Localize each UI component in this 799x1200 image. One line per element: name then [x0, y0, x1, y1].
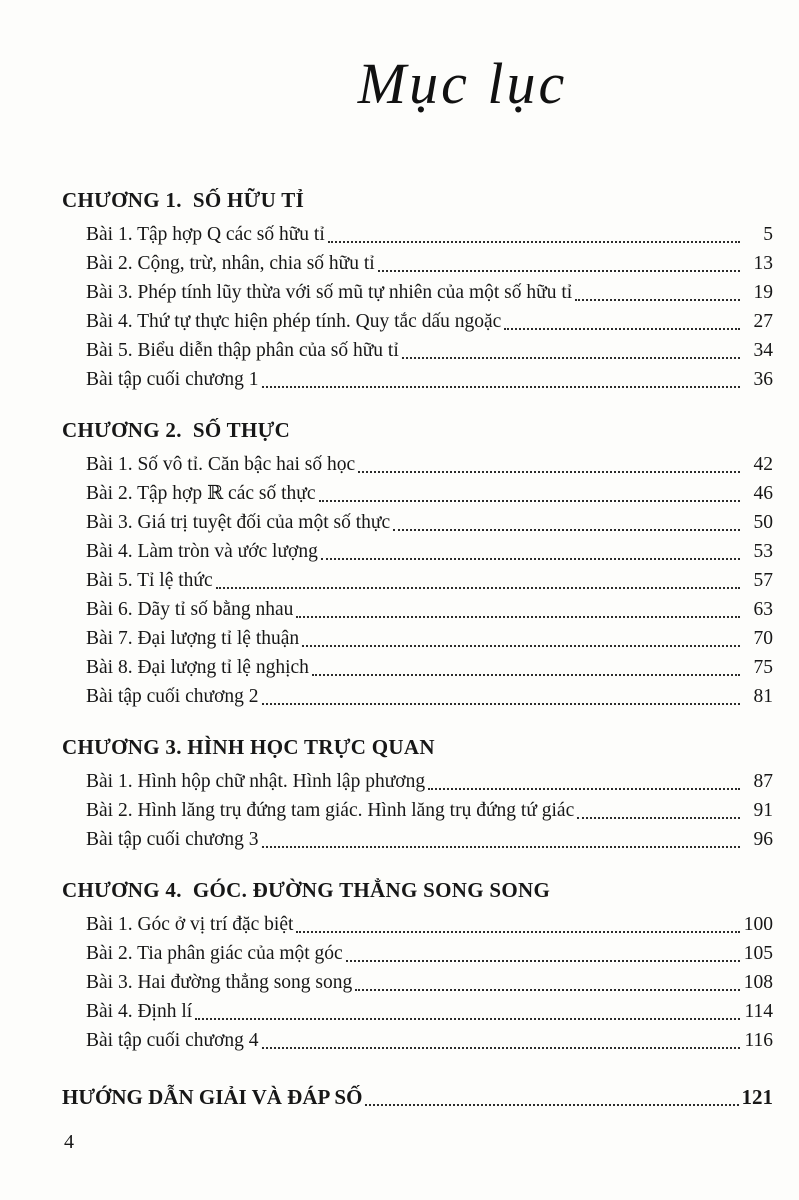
- dot-leader: [575, 299, 740, 301]
- dot-leader: [262, 1047, 740, 1049]
- chapter-entries: [62, 449, 773, 710]
- entry-page: 46: [753, 483, 773, 504]
- dot-leader: [216, 587, 740, 589]
- toc-entry: [62, 1025, 773, 1054]
- entry-page: 100: [743, 914, 773, 935]
- toc-entry: [62, 449, 773, 478]
- dot-leader: [319, 500, 740, 502]
- dot-leader: [302, 645, 740, 647]
- entry-label: Bài 4. Làm tròn và ước lượng: [86, 541, 318, 562]
- chapter-heading: CHƯƠNG 1. SỐ HỮU TỈ: [62, 188, 305, 212]
- toc-entry: [62, 219, 773, 248]
- toc-chapter: [62, 184, 773, 393]
- entry-label: Bài 1. Tập hợp Q các số hữu tỉ: [86, 224, 325, 245]
- entry-page: 96: [753, 829, 773, 850]
- dot-leader: [296, 931, 740, 933]
- entry-label: Bài 2. Tia phân giác của một góc: [86, 943, 343, 964]
- entry-label: Bài 1. Hình hộp chữ nhật. Hình lập phương: [86, 771, 426, 792]
- toc-chapter: [62, 414, 773, 710]
- toc-entry: [62, 967, 773, 996]
- toc-chapters: [62, 184, 773, 1054]
- dot-leader: [195, 1018, 740, 1020]
- entry-label: Bài tập cuối chương 2: [86, 686, 259, 707]
- toc-entry: [62, 248, 773, 277]
- entry-label: Bài 5. Biểu diễn thập phân của số hữu tỉ: [86, 340, 399, 361]
- toc-entry: [62, 507, 773, 536]
- entry-label: Bài tập cuối chương 3: [86, 829, 259, 850]
- toc-entry: [62, 277, 773, 306]
- entry-page: 75: [753, 657, 773, 678]
- chapter-entries: [62, 909, 773, 1054]
- entry-label: Bài 6. Dãy tỉ số bằng nhau: [86, 599, 294, 620]
- dot-leader: [328, 241, 740, 243]
- entry-page: 34: [753, 340, 773, 361]
- toc-entry: [62, 824, 773, 853]
- dot-leader: [358, 471, 740, 473]
- final-entry-page: 121: [741, 1085, 773, 1109]
- entry-page: 81: [753, 686, 773, 707]
- dot-leader: [378, 270, 740, 272]
- dot-leader: [262, 386, 740, 388]
- page-number: 4: [64, 1131, 74, 1153]
- chapter-entries: [62, 219, 773, 393]
- dot-leader: [262, 703, 740, 705]
- entry-page: 5: [763, 224, 773, 245]
- entry-page: 70: [753, 628, 773, 649]
- entry-label: Bài 8. Đại lượng tỉ lệ nghịch: [86, 657, 309, 678]
- entry-page: 105: [743, 943, 773, 964]
- entry-page: 108: [743, 972, 773, 993]
- toc-entry: [62, 938, 773, 967]
- entry-label: Bài 3. Phép tính lũy thừa với số mũ tự nhiên của một số hữu tỉ: [86, 282, 573, 303]
- dot-leader: [262, 846, 740, 848]
- dot-leader: [346, 960, 740, 962]
- entry-label: Bài 3. Giá trị tuyệt đối của một số thực: [86, 512, 391, 533]
- entry-page: 50: [753, 512, 773, 533]
- entry-page: 63: [753, 599, 773, 620]
- dot-leader: [321, 558, 740, 560]
- toc-entry: [62, 335, 773, 364]
- entry-page: 53: [753, 541, 773, 562]
- entry-label: Bài 7. Đại lượng tỉ lệ thuận: [86, 628, 300, 649]
- entry-label: Bài 3. Hai đường thẳng song song: [86, 972, 353, 993]
- toc-chapter: [62, 874, 773, 1054]
- final-entry-label: HƯỚNG DẪN GIẢI VÀ ĐÁP SỐ: [62, 1085, 363, 1109]
- dot-leader: [402, 357, 740, 359]
- entry-label: Bài 4. Thứ tự thực hiện phép tính. Quy tắc dấu ngoặc: [86, 311, 502, 332]
- entry-page: 116: [744, 1030, 773, 1051]
- dot-leader: [312, 674, 740, 676]
- dot-leader: [365, 1104, 738, 1106]
- dot-leader: [355, 989, 740, 991]
- entry-label: Bài tập cuối chương 1: [86, 369, 259, 390]
- page-title: Mục lục: [357, 51, 568, 116]
- entry-page: 57: [753, 570, 773, 591]
- entry-label: Bài 1. Góc ở vị trí đặc biệt: [86, 914, 294, 935]
- chapter-entries: [62, 766, 773, 853]
- dot-leader: [296, 616, 740, 618]
- toc-entry: [62, 681, 773, 710]
- entry-label: Bài 4. Định lí: [86, 1001, 193, 1022]
- toc-entry: [62, 565, 773, 594]
- dot-leader: [428, 788, 740, 790]
- toc-entry: [62, 364, 773, 393]
- chapter-heading: CHƯƠNG 3. HÌNH HỌC TRỰC QUAN: [62, 735, 435, 759]
- entry-label: Bài tập cuối chương 4: [86, 1030, 259, 1051]
- entry-page: 87: [753, 771, 773, 792]
- toc-entry: [62, 623, 773, 652]
- chapter-heading: CHƯƠNG 4. GÓC. ĐƯỜNG THẲNG SONG SONG: [62, 878, 551, 902]
- entry-label: Bài 5. Tỉ lệ thức: [86, 570, 213, 591]
- entry-page: 42: [753, 454, 773, 475]
- toc-entry: [62, 306, 773, 335]
- toc-chapter: [62, 731, 773, 853]
- entry-label: Bài 1. Số vô tỉ. Căn bậc hai số học: [86, 454, 356, 475]
- entry-page: 114: [744, 1001, 773, 1022]
- toc-entry: [62, 909, 773, 938]
- toc-entry: [62, 652, 773, 681]
- entry-page: 91: [753, 800, 773, 821]
- entry-label: Bài 2. Hình lăng trụ đứng tam giác. Hình lăng trụ đứng tứ giác: [86, 800, 575, 821]
- toc-entry: [62, 536, 773, 565]
- toc-entry: [62, 996, 773, 1025]
- toc-entry: [62, 594, 773, 623]
- chapter-heading: CHƯƠNG 2. SỐ THỰC: [62, 418, 291, 442]
- dot-leader: [504, 328, 740, 330]
- entry-page: 27: [753, 311, 773, 332]
- toc-entry: [62, 766, 773, 795]
- dot-leader: [577, 817, 740, 819]
- entry-label: Bài 2. Cộng, trừ, nhân, chia số hữu tỉ: [86, 253, 375, 274]
- entry-label: Bài 2. Tập hợp ℝ các số thực: [86, 483, 316, 504]
- toc-entry: [62, 795, 773, 824]
- dot-leader: [393, 529, 740, 531]
- entry-page: 36: [753, 369, 773, 390]
- entry-page: 19: [753, 282, 773, 303]
- toc-entry: [62, 478, 773, 507]
- toc-final-entry: [62, 1080, 773, 1112]
- entry-page: 13: [753, 253, 773, 274]
